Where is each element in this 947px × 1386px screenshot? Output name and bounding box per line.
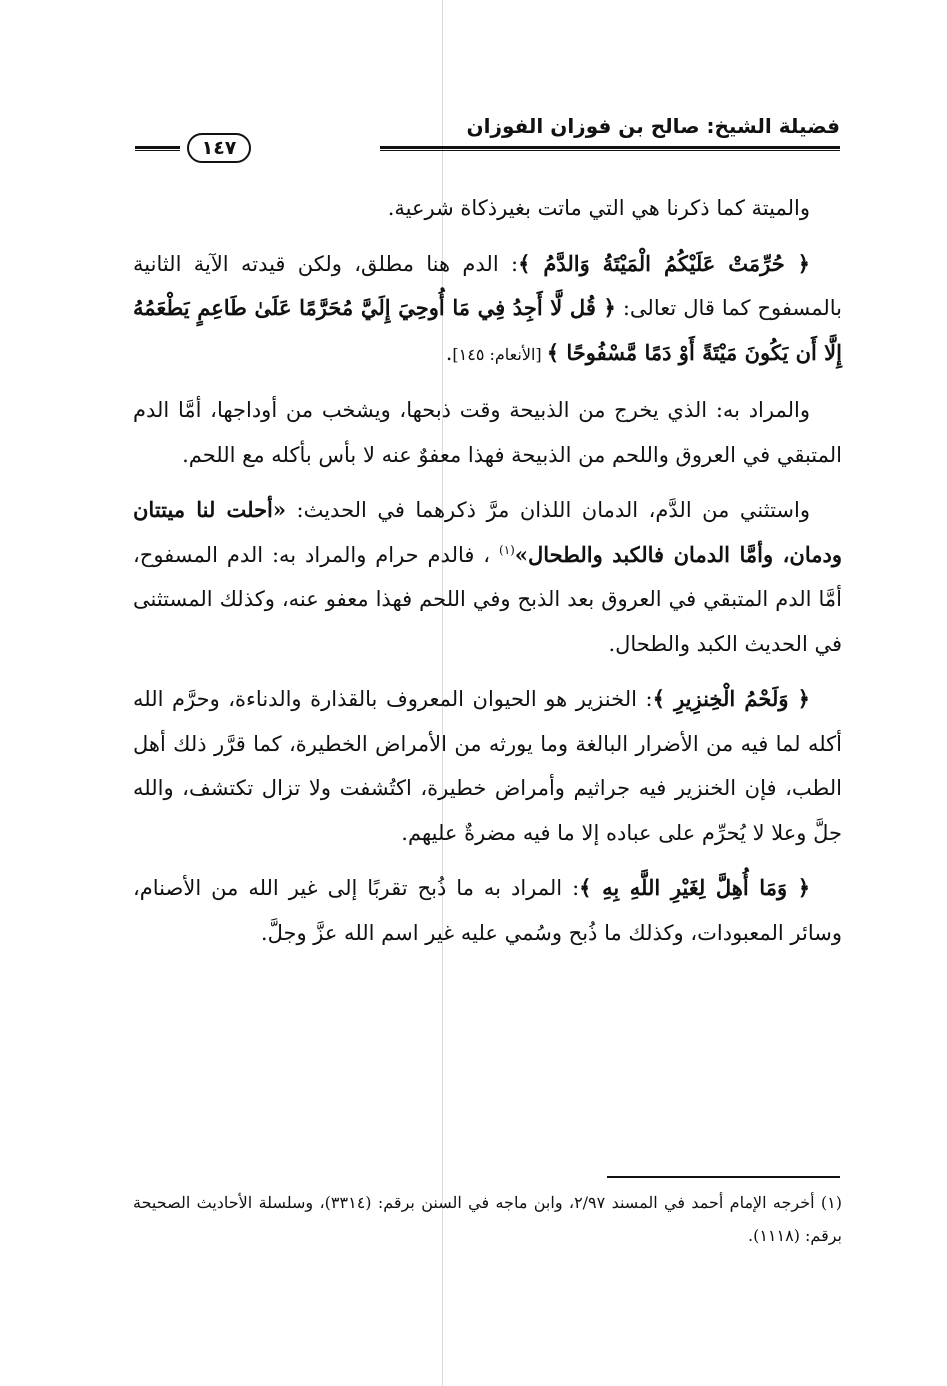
paragraph-text: واستثني من الدَّم، الدمان اللذان مرَّ ذكرهما في الحديث:	[286, 498, 810, 522]
header-title: فضيلة الشيخ: صالح بن فوزان الفوزان	[466, 114, 840, 138]
page-header	[135, 108, 840, 160]
header-rule-end	[135, 146, 180, 151]
paragraph	[133, 866, 842, 955]
paragraph-text: والميتة كما ذكرنا هي التي ماتت بغيرذكاة شرعية.	[387, 196, 810, 220]
verse-reference: [الأنعام: ١٤٥]	[452, 344, 547, 364]
paragraph-text: .	[445, 340, 453, 365]
paragraph	[133, 388, 842, 477]
paragraph	[133, 488, 842, 666]
paragraph-text: ، فالدم حرام والمراد به: الدم المسفوح، أمَّا الدم المتبقي في العروق بعد الذبح وفي اللحم فهذا معفو عنه، وكذلك المستثنى في الحديث الكبد والطحال.	[133, 542, 842, 656]
paragraph	[133, 677, 842, 855]
page-body	[133, 186, 842, 966]
paragraph-text: والمراد به: الذي يخرج من الذبيحة وقت ذبحها، ويشخب من أوداجها، أمَّا الدم المتبقي في العروق واللحم من الذبيحة فهذا معفوٌ عنه لا بأس بأكله مع اللحم.	[133, 398, 842, 467]
quran-verse: ﴿ قُل لَّا أَجِدُ فِي مَا أُوحِيَ إِلَيَّ مُحَرَّمًا عَلَىٰ طَاعِمٍ يَطْعَمُهُ إِلَّا أَن يَكُونَ مَيْتَةً أَوْ دَمًا مَّسْفُوحًا ﴾	[133, 295, 842, 365]
header-rule	[380, 146, 840, 151]
quran-verse: ﴿ حُرِّمَتْ عَلَيْكُمُ الْمَيْتَةُ وَالدَّمُ ﴾	[518, 250, 810, 276]
paragraph-text: : الدم هنا مطلق، ولكن قيدته الآية الثانية بالمسفوح كما قال تعالى:	[133, 251, 843, 320]
footnotes	[133, 1186, 842, 1252]
footnote-separator	[607, 1176, 840, 1178]
footnote-item: (١) أخرجه الإمام أحمد في المسند ٢/٩٧، وابن ماجه في السنن برقم: (٣٣١٤)، وسلسلة الأحاديث الصحيحة برقم: (١١١٨).	[133, 1193, 842, 1245]
quran-verse: ﴿ وَلَحْمُ الْخِنزِيرِ ﴾	[652, 686, 810, 711]
paragraph	[133, 186, 842, 231]
page-number: ١٤٧	[187, 133, 251, 163]
hadith-quote: «أحلت لنا ميتتان ودمان، وأمَّا الدمان فالكبد والطحال»	[133, 497, 842, 567]
footnote-marker: (١)	[499, 542, 515, 557]
paragraph-text: : المراد به ما ذُبح تقربًا إلى غير الله من الأصنام، وسائر المعبودات، وكذلك ما ذُبح وسُمي عليه غير اسم الله عزَّ وجلَّ.	[133, 876, 842, 945]
quran-verse: ﴿ وَمَا أُهِلَّ لِغَيْرِ اللَّهِ بِهِ ﴾	[579, 875, 810, 900]
paragraph-text: : الخنزير هو الحيوان المعروف بالقذارة والدناءة، وحرَّم الله أكله لما فيه من الأضرار البالغة وما يورثه من الأمراض الخطيرة، كما قرَّر ذلك أهل الطب، فإن الخنزير فيه جراثيم وأمراض خطيرة، اكتُشفت ولا تزال تكتشف، والله جلَّ وعلا لا يُحرِّم على عباده إلا ما فيه مضرةٌ عليهم.	[133, 687, 842, 845]
paragraph	[133, 242, 842, 378]
